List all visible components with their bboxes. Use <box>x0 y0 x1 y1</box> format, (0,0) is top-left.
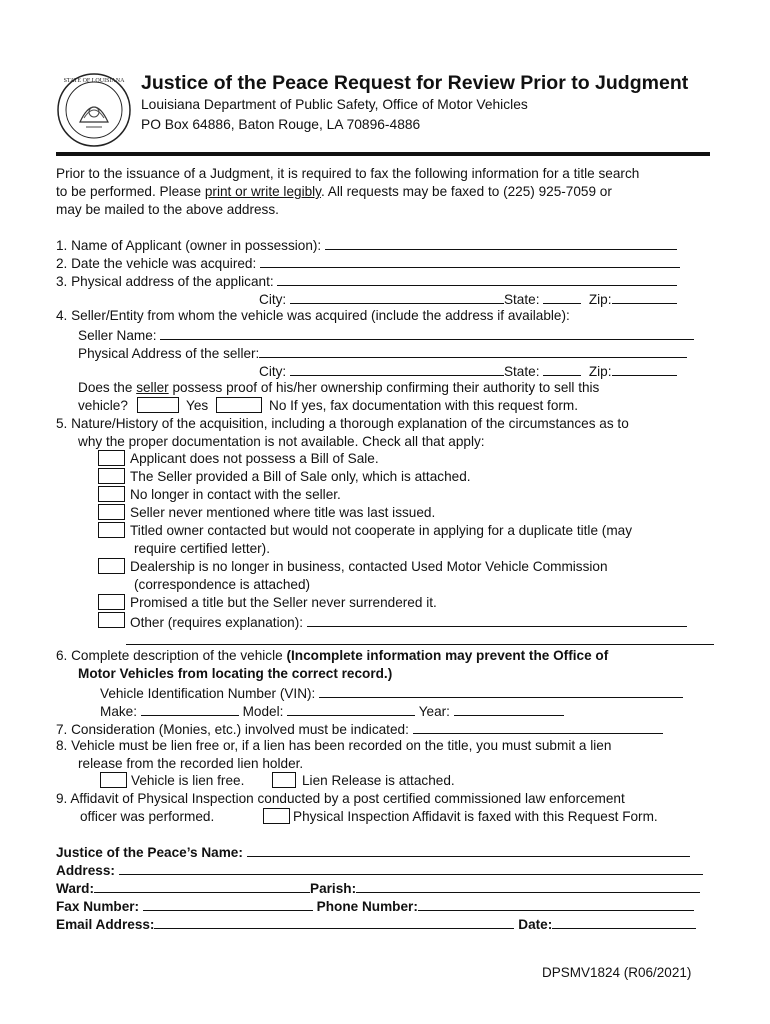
state-seal-logo <box>56 72 132 148</box>
intro-line-1: Prior to the issuance of a Judgment, it is required to fax the following information for a title search <box>56 166 640 181</box>
model-field[interactable] <box>287 702 415 716</box>
seller-state-field[interactable] <box>543 362 581 376</box>
checkbox-no-bill-of-sale[interactable] <box>98 450 125 466</box>
checkbox-title-not-mentioned[interactable] <box>98 504 125 520</box>
option-dealership-closed: Dealership is no longer in business, contacted Used Motor Vehicle Commission <box>130 559 608 574</box>
option-owner-not-cooperate-line-2: require certified letter). <box>134 541 270 556</box>
jp-fax-phone-row: Fax Number: Phone Number: <box>56 897 694 915</box>
applicant-city-state-zip: City: State: Zip: <box>259 290 677 308</box>
consideration-field[interactable] <box>413 720 663 734</box>
applicant-address-field[interactable] <box>277 272 677 286</box>
applicant-zip-field[interactable] <box>612 290 677 304</box>
item-6: 6. Complete description of the vehicle (Incomplete information may prevent the Office of <box>56 648 609 663</box>
option-title-never-surrendered: Promised a title but the Seller never surrendered it. <box>130 595 437 610</box>
mailing-address: PO Box 64886, Baton Rouge, LA 70896-4886 <box>141 117 421 132</box>
jp-name-field[interactable] <box>247 843 690 857</box>
checkbox-other[interactable] <box>98 612 125 628</box>
intro-line-2: to be performed. Please print or write legibly. All requests may be faxed to (225) 925-7059 or <box>56 184 612 199</box>
jp-address-field[interactable] <box>119 861 703 875</box>
email-field[interactable] <box>154 915 514 929</box>
other-explanation-field[interactable] <box>307 613 687 627</box>
svg-text:STATE OF LOUISIANA: STATE OF LOUISIANA <box>63 78 125 84</box>
item-2: 2. Date the vehicle was acquired: <box>56 254 680 272</box>
lien-free-checkbox[interactable] <box>100 772 127 788</box>
option-title-not-mentioned: Seller never mentioned where title was last issued. <box>130 505 436 520</box>
physical-inspection-checkbox[interactable] <box>263 808 290 824</box>
seller-city-field[interactable] <box>290 362 504 376</box>
lien-release-label: Lien Release is attached. <box>302 773 455 788</box>
seller-proof-question: Does the seller possess proof of his/her ownership confirming their authority to sell this <box>78 380 600 395</box>
item-8-line-2: release from the recorded lien holder. <box>78 756 304 771</box>
item-9: 9. Affidavit of Physical Inspection conducted by a post certified commissioned law enforcement <box>56 791 625 806</box>
lien-free-label: Vehicle is lien free. <box>131 773 245 788</box>
option-no-bill-of-sale: Applicant does not possess a Bill of Sale. <box>130 451 379 466</box>
fax-number-field[interactable] <box>143 897 313 911</box>
item-7: 7. Consideration (Monies, etc.) involved must be indicated: <box>56 720 663 738</box>
year-field[interactable] <box>454 702 564 716</box>
date-field[interactable] <box>552 915 696 929</box>
jp-email-date-row: Email Address: Date: <box>56 915 696 933</box>
make-field[interactable] <box>141 702 239 716</box>
seller-city-state-zip: City: State: Zip: <box>259 362 677 380</box>
date-acquired-field[interactable] <box>260 254 680 268</box>
seller-name-row: Seller Name: <box>78 326 694 344</box>
option-bill-of-sale-only: The Seller provided a Bill of Sale only, which is attached. <box>130 469 471 484</box>
option-other: Other (requires explanation): <box>130 613 687 631</box>
item-1: 1. Name of Applicant (owner in possession): <box>56 236 677 254</box>
vin-field[interactable] <box>319 684 683 698</box>
item-9-line-2: officer was performed. <box>80 809 215 824</box>
item-3: 3. Physical address of the applicant: <box>56 272 677 290</box>
option-owner-not-cooperate: Titled owner contacted but would not cooperate in applying for a duplicate title (may <box>130 523 632 538</box>
jp-ward-parish-row: Ward: Parish: <box>56 879 700 897</box>
item-4: 4. Seller/Entity from whom the vehicle was acquired (include the address if available): <box>56 308 570 323</box>
intro-line-3: may be mailed to the above address. <box>56 202 279 217</box>
phone-number-field[interactable] <box>418 897 694 911</box>
seller-address-row: Physical Address of the seller: <box>78 344 687 362</box>
option-dealership-closed-line-2: (correspondence is attached) <box>134 577 311 592</box>
option-no-contact: No longer in contact with the seller. <box>130 487 341 502</box>
form-number: DPSMV1824 (R06/2021) <box>542 965 692 980</box>
applicant-city-field[interactable] <box>290 290 504 304</box>
jp-address-row: Address: <box>56 861 703 879</box>
seller-address-field[interactable] <box>259 344 687 358</box>
item-5-line-2: why the proper documentation is not available. Check all that apply: <box>78 434 485 449</box>
seller-proof-question-line-2: vehicle? <box>78 398 128 413</box>
seller-zip-field[interactable] <box>612 362 677 376</box>
seller-proof-yes-checkbox[interactable] <box>137 397 179 413</box>
parish-field[interactable] <box>356 879 700 893</box>
item-5: 5. Nature/History of the acquisition, including a thorough explanation of the circumstances as to <box>56 416 629 431</box>
ward-field[interactable] <box>94 879 310 893</box>
item-6-line-2: Motor Vehicles from locating the correct record.) <box>78 666 393 681</box>
vin-row: Vehicle Identification Number (VIN): <box>100 684 683 702</box>
applicant-name-field[interactable] <box>325 236 677 250</box>
make-model-year-row: Make: Model: Year: <box>100 702 564 720</box>
seller-proof-no-checkbox[interactable] <box>216 397 262 413</box>
other-explanation-field-2[interactable] <box>126 631 714 645</box>
lien-release-checkbox[interactable] <box>272 772 296 788</box>
seller-name-field[interactable] <box>160 326 694 340</box>
applicant-state-field[interactable] <box>543 290 581 304</box>
other-explanation-line-2 <box>126 631 714 649</box>
org-name: Louisiana Department of Public Safety, Office of Motor Vehicles <box>141 97 528 112</box>
checkbox-owner-not-cooperate[interactable] <box>98 522 125 538</box>
checkbox-bill-of-sale-only[interactable] <box>98 468 125 484</box>
item-8: 8. Vehicle must be lien free or, if a lien has been recorded on the title, you must submit a lien <box>56 738 612 753</box>
checkbox-title-never-surrendered[interactable] <box>98 594 125 610</box>
header-divider <box>56 152 710 156</box>
jp-name-row: Justice of the Peace’s Name: <box>56 843 690 861</box>
no-label: No If yes, fax documentation with this request form. <box>269 398 579 413</box>
yes-label: Yes <box>186 398 209 413</box>
physical-inspection-label: Physical Inspection Affidavit is faxed with this Request Form. <box>293 809 658 824</box>
form-title: Justice of the Peace Request for Review Prior to Judgment <box>141 72 689 94</box>
checkbox-no-contact[interactable] <box>98 486 125 502</box>
checkbox-dealership-closed[interactable] <box>98 558 125 574</box>
